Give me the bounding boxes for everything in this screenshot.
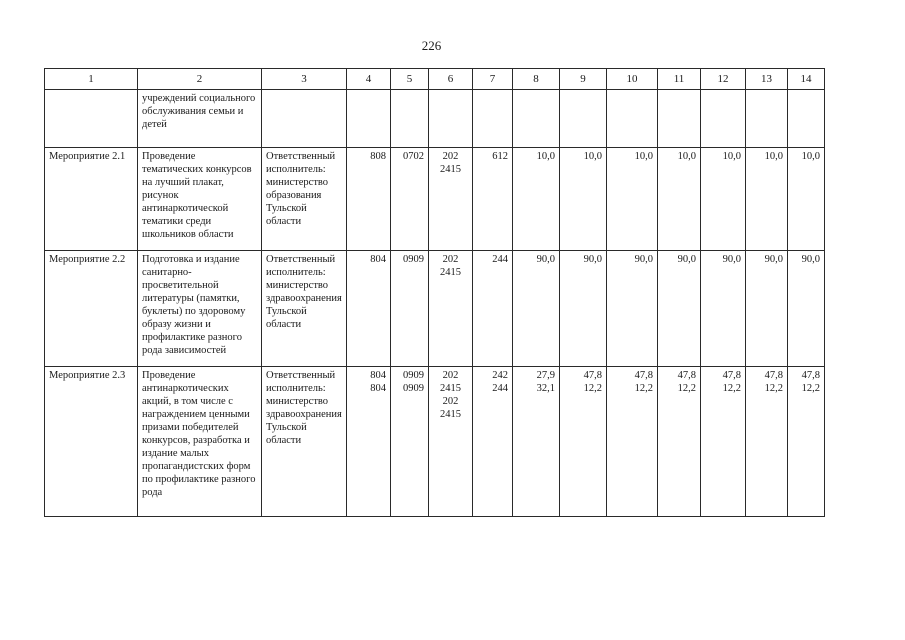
value-cell xyxy=(658,251,701,367)
value-cell-line: 47,8 xyxy=(677,370,696,381)
code-cell-7-line: 612 xyxy=(492,151,508,162)
code-cell-4-line: 804 xyxy=(370,254,386,265)
measure-name-cell xyxy=(45,90,138,148)
value-cell xyxy=(560,251,607,367)
header-cell: 6 xyxy=(429,69,473,90)
header-cell: 1 xyxy=(45,69,138,90)
value-cell-line: 47,8 xyxy=(764,370,783,381)
code-cell-4 xyxy=(347,90,391,148)
value-cell-line: 32,1 xyxy=(536,383,555,394)
header-cell: 9 xyxy=(560,69,607,90)
measure-name-cell-text: Мероприятие 2.1 xyxy=(49,151,126,162)
code-cell-5-line: 0909 xyxy=(403,254,424,265)
value-cell xyxy=(607,367,658,517)
value-cell xyxy=(513,90,560,148)
value-cell xyxy=(701,90,746,148)
code-cell-7-line: 244 xyxy=(492,254,508,265)
code-cell-7 xyxy=(473,90,513,148)
measure-description-cell xyxy=(138,90,262,148)
value-cell xyxy=(560,148,607,251)
value-cell-line: 47,8 xyxy=(634,370,653,381)
value-cell-line: 10,0 xyxy=(764,151,783,162)
code-cell-6-line: 2415 xyxy=(440,164,461,175)
value-cell xyxy=(788,251,825,367)
code-cell-5-line: 0909 xyxy=(403,370,424,381)
header-cell: 2 xyxy=(138,69,262,90)
value-cell-line: 47,8 xyxy=(583,370,602,381)
code-cell-5 xyxy=(391,90,429,148)
value-cell-line: 12,2 xyxy=(677,383,696,394)
code-cell-6-line: 2415 xyxy=(440,383,461,394)
table-row xyxy=(45,251,825,367)
header-cell: 8 xyxy=(513,69,560,90)
code-cell-5 xyxy=(391,367,429,517)
executor-cell-text: Ответственный исполнитель: министерство образования Тульской области xyxy=(266,151,336,227)
measure-description-cell xyxy=(138,148,262,251)
value-cell xyxy=(701,148,746,251)
code-cell-4-line: 808 xyxy=(370,151,386,162)
code-cell-5-line: 0702 xyxy=(403,151,424,162)
value-cell xyxy=(513,148,560,251)
code-cell-5 xyxy=(391,251,429,367)
budget-table xyxy=(44,68,825,517)
code-cell-6 xyxy=(429,367,473,517)
code-cell-6-line: 202 xyxy=(442,370,459,381)
header-cell: 13 xyxy=(746,69,788,90)
value-cell xyxy=(513,251,560,367)
value-cell xyxy=(788,367,825,517)
value-cell xyxy=(701,251,746,367)
executor-cell xyxy=(262,148,347,251)
value-cell-line: 10,0 xyxy=(583,151,602,162)
value-cell-line: 90,0 xyxy=(801,254,820,265)
page-number: 226 xyxy=(421,38,442,53)
code-cell-4 xyxy=(347,367,391,517)
value-cell-line: 10,0 xyxy=(677,151,696,162)
value-cell-line: 12,2 xyxy=(722,383,741,394)
header-row xyxy=(45,69,825,90)
value-cell xyxy=(607,90,658,148)
value-cell xyxy=(607,251,658,367)
code-cell-6-line: 202 xyxy=(442,151,459,162)
value-cell xyxy=(746,251,788,367)
value-cell xyxy=(658,90,701,148)
value-cell-line: 12,2 xyxy=(634,383,653,394)
measure-name-cell xyxy=(45,148,138,251)
value-cell-line: 27,9 xyxy=(536,370,555,381)
value-cell-line: 90,0 xyxy=(764,254,783,265)
code-cell-6 xyxy=(429,90,473,148)
code-cell-5-line: 0909 xyxy=(403,383,424,394)
code-cell-6 xyxy=(429,148,473,251)
value-cell-line: 90,0 xyxy=(677,254,696,265)
value-cell-line: 90,0 xyxy=(536,254,555,265)
code-cell-6-line: 2415 xyxy=(440,409,461,420)
value-cell-line: 12,2 xyxy=(801,383,820,394)
code-cell-4-line: 804 xyxy=(370,383,386,394)
code-cell-6-line: 202 xyxy=(442,254,459,265)
header-cell: 14 xyxy=(788,69,825,90)
header-cell: 10 xyxy=(607,69,658,90)
table-row xyxy=(45,90,825,148)
code-cell-7 xyxy=(473,148,513,251)
measure-description-cell-text: учреждений социального обслуживания семьи и детей xyxy=(142,93,256,130)
table-row xyxy=(45,148,825,251)
value-cell xyxy=(746,148,788,251)
value-cell-line: 90,0 xyxy=(634,254,653,265)
value-cell-line: 47,8 xyxy=(801,370,820,381)
value-cell xyxy=(788,148,825,251)
measure-description-cell-text: Подготовка и издание санитарно-просветительной литературы (памятки, буклеты) по здоровому образу жизни и профилактике разного рода зависимостей xyxy=(142,254,246,356)
code-cell-5 xyxy=(391,148,429,251)
value-cell-line: 90,0 xyxy=(722,254,741,265)
executor-cell xyxy=(262,90,347,148)
header-cell: 4 xyxy=(347,69,391,90)
header-cell: 7 xyxy=(473,69,513,90)
code-cell-7 xyxy=(473,251,513,367)
value-cell xyxy=(560,367,607,517)
table-row xyxy=(45,367,825,517)
measure-description-cell-text: Проведение антинаркотических акций, в том числе с награждением ценными призами победителей конкурсов, разработка и издание малых пропагандистских форм по профилактике разного рода xyxy=(142,370,256,498)
code-cell-4 xyxy=(347,148,391,251)
code-cell-6 xyxy=(429,251,473,367)
value-cell xyxy=(746,367,788,517)
code-cell-7-line: 242 xyxy=(492,370,508,381)
value-cell-line: 47,8 xyxy=(722,370,741,381)
executor-cell-text: Ответственный исполнитель: министерство здравоохранения Тульской области xyxy=(266,370,342,446)
value-cell-line: 10,0 xyxy=(722,151,741,162)
header-cell: 5 xyxy=(391,69,429,90)
executor-cell-text: Ответственный исполнитель: министерство здравоохранения Тульской области xyxy=(266,254,342,330)
measure-name-cell xyxy=(45,251,138,367)
value-cell xyxy=(701,367,746,517)
value-cell xyxy=(658,148,701,251)
value-cell xyxy=(788,90,825,148)
measure-description-cell xyxy=(138,367,262,517)
value-cell-line: 90,0 xyxy=(583,254,602,265)
value-cell xyxy=(746,90,788,148)
code-cell-7 xyxy=(473,367,513,517)
measure-description-cell xyxy=(138,251,262,367)
code-cell-4-line: 804 xyxy=(370,370,386,381)
code-cell-6-line: 2415 xyxy=(440,267,461,278)
header-cell: 12 xyxy=(701,69,746,90)
value-cell-line: 10,0 xyxy=(634,151,653,162)
value-cell xyxy=(513,367,560,517)
value-cell-line: 12,2 xyxy=(583,383,602,394)
measure-name-cell-text: Мероприятие 2.3 xyxy=(49,370,126,381)
value-cell-line: 12,2 xyxy=(764,383,783,394)
header-cell: 11 xyxy=(658,69,701,90)
measure-name-cell-text: Мероприятие 2.2 xyxy=(49,254,126,265)
code-cell-4 xyxy=(347,251,391,367)
header-cell: 3 xyxy=(262,69,347,90)
value-cell xyxy=(607,148,658,251)
code-cell-7-line: 244 xyxy=(492,383,508,394)
measure-description-cell-text: Проведение тематических конкурсов на лучший плакат, рисунок антинаркотической тематики среди школьников области xyxy=(142,151,252,240)
value-cell-line: 10,0 xyxy=(801,151,820,162)
measure-name-cell xyxy=(45,367,138,517)
value-cell xyxy=(560,90,607,148)
executor-cell xyxy=(262,367,347,517)
value-cell-line: 10,0 xyxy=(536,151,555,162)
code-cell-6-line: 202 xyxy=(442,396,459,407)
value-cell xyxy=(658,367,701,517)
executor-cell xyxy=(262,251,347,367)
